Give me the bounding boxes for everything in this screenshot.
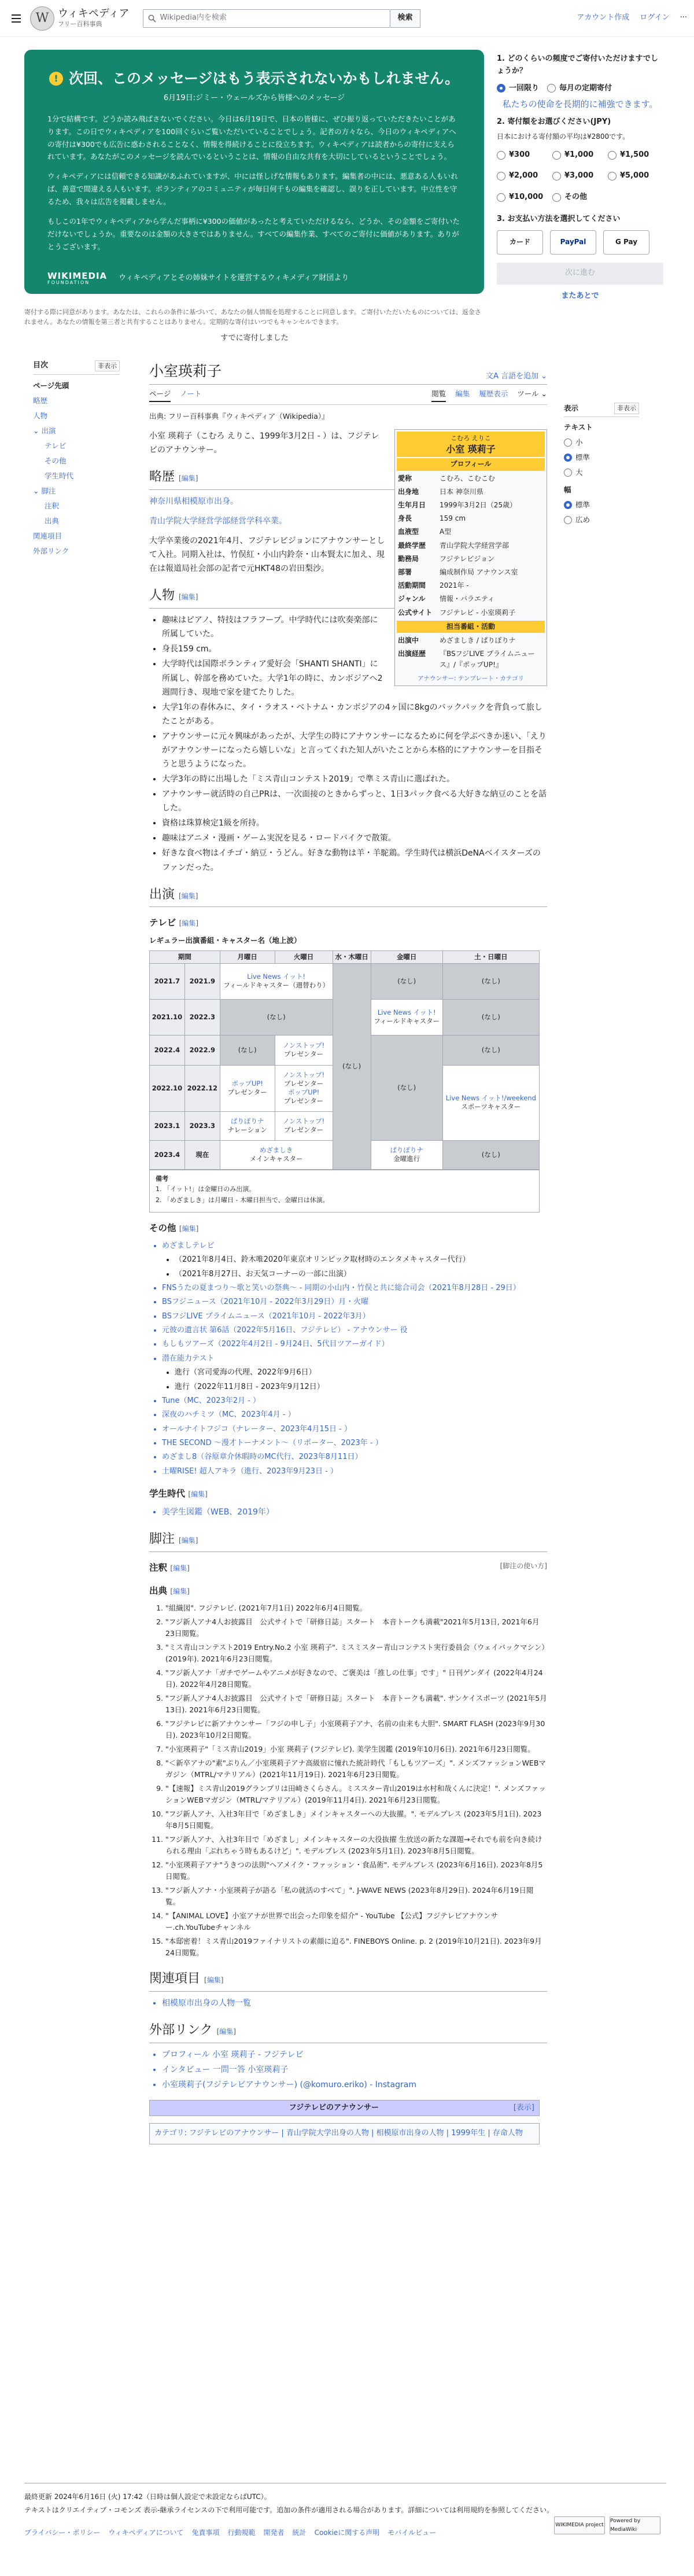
donation-banner [24, 50, 673, 303]
infobox-key: 最終学歴 [398, 541, 426, 550]
edit-link[interactable]: 編集 [182, 919, 196, 928]
infobox-key: 出演中 [398, 636, 419, 644]
edit-link[interactable]: 編集 [181, 474, 195, 483]
infobox-value: 編成制作局 アナウンス室 [440, 567, 518, 576]
pay-paypal-button[interactable]: PayPal [550, 230, 596, 255]
last-updated: 最終更新 2024年6月16日 (火) 17:42（日時は個人設定で未設定ならばUTC）。 [24, 2493, 271, 2501]
globe-icon: W [30, 6, 54, 31]
infobox-row [397, 606, 545, 620]
reference-item[interactable]: 7. "小室瑛莉子"「ミス青山2019」小室 瑛莉子 (フジテレビ). 美学生図鑑 (2019年10月6日). 2021年6月23日閲覧。 [165, 1744, 547, 1755]
banner-legal-text: 寄付する際に同意があります。あなたは、これらの条件に基づいて、あなたの個人情報を処理することに同意します。ご寄付いただいたものについては、返金されません。あなたの情報を第三者と共有することはありません。定期的な寄付はいつでもキャンセルできます。 [24, 308, 481, 326]
list-item[interactable]: • （2021年8月27日、お天気コーナーの一部に出演） [175, 1268, 547, 1281]
amount-options [497, 148, 663, 205]
list-item[interactable]: • オールナイトフジコ（ナレーター、2023年4月15日 - ） [162, 1423, 547, 1436]
list-item[interactable]: • Tune（MC、2023年2月 - ） [162, 1395, 547, 1407]
amount-option[interactable]: ¥1,000 [552, 149, 608, 161]
program-cell: (なし) [442, 999, 539, 1035]
reference-item[interactable]: 12. "小室瑛莉子アナ"うきつの法則"ヘアメイク・ファッション・食品術". モデルプレス (2023年6月16日). 2023年8月5日閲覧。 [165, 1859, 547, 1882]
amount-option[interactable]: ¥300 [497, 149, 552, 161]
toc-item[interactable]: 出典 [45, 516, 60, 525]
infobox-key: 部署 [398, 567, 412, 576]
width-label: 幅 [564, 485, 571, 494]
banner-subheadline: 6月19日:ジミー・ウェールズから皆様へのメッセージ [163, 94, 345, 102]
section-bio: 略歴 [編集] [149, 466, 547, 490]
infobox-row [397, 512, 545, 525]
appearance-title: 表示 [564, 404, 579, 412]
edit-link[interactable]: 編集 [182, 1225, 196, 1233]
list-item[interactable]: • BSフジニュース（2021年10月 - 2022年3月29日）月・火曜 [162, 1296, 547, 1309]
section-other: その他 [編集] [149, 1223, 199, 1234]
next-button[interactable]: 次に進む [497, 263, 663, 285]
wikimedia-badge[interactable]: WIKIMEDIA project [554, 2516, 605, 2534]
infobox-key: 生年月日 [398, 501, 426, 509]
amount-option[interactable]: ¥3,000 [552, 170, 608, 182]
amount-option[interactable]: ¥5,000 [608, 170, 663, 182]
page-footer [24, 2483, 660, 2539]
year-cell: 2022.4 [150, 1035, 185, 1065]
appearance-panel [564, 403, 639, 532]
toc-item[interactable]: 略歴 [33, 396, 48, 405]
program-cell: ノンストップ! プレゼンター ポップUP! プレゼンター [275, 1065, 333, 1111]
translate-icon: 文A [486, 372, 499, 381]
infobox-value: A型 [440, 528, 452, 536]
program-table [149, 950, 540, 1170]
list-item: • 大学1年の春休みに、タイ・ラオス・ベトナム・カンボジアの4ヶ国に8kgのバックパックを背負って旅したことがある。 [162, 701, 547, 728]
infobox-key: 勤務局 [398, 554, 419, 563]
wikimedia-logo: WIKIMEDIA FOUNDATION [47, 270, 108, 286]
site-header [0, 0, 694, 37]
list-item[interactable]: • めざまし8（谷原章介休暇時のMC代行、2023年8月11日） [162, 1451, 547, 1464]
reference-item[interactable]: 5. "フジ新人アナ4人お披露目 公式サイトで「研修日誌」スタート 本音トークも満載". サンケイスポーツ (2021年5月13日). 2021年6月23日閲覧。 [165, 1693, 547, 1716]
reference-item[interactable]: 3. "ミス青山コンテスト2019 Entry.No.2 小室 瑛莉子". ミスミスター青山コンテスト実行委員会（ウェイバックマシン）(2019年). 2021年6月23日閲覧。 [165, 1642, 547, 1665]
program-cell: ノンストップ! プレゼンター [275, 1035, 333, 1065]
maybe-later-link[interactable]: またあとで [561, 291, 599, 300]
reference-item[interactable]: 13. "フジ新人アナ・小室瑛莉子が語る「私の就活のすべて」". J-WAVE NEWS (2023年8月29日). 2024年6月19日閲覧。 [165, 1885, 547, 1908]
reference-list [149, 1602, 547, 1959]
navbox-show-button[interactable]: [表示] [513, 2103, 534, 2112]
list-item[interactable]: • 相模原市出身の人物一覧 [162, 1996, 547, 2010]
toc-title: 目次 [33, 361, 49, 370]
list-item: • 趣味はアニメ・漫画・ゲーム実況を見る・ロードバイクで散策。 [162, 831, 547, 845]
edit-link[interactable]: 編集 [173, 1587, 187, 1596]
banner-headline: 次回、このメッセージはもう表示されないかもしれません。 [68, 70, 459, 87]
donation-message [24, 50, 484, 294]
banner-footer-text: ウィキペディアとその姉妹サイトを運営するウィキメディア財団より [119, 273, 349, 282]
year-cell: 2023.4 [150, 1140, 185, 1169]
infobox-row [397, 592, 545, 606]
donation-form [497, 50, 663, 303]
external-link[interactable]: • プロフィール 小室 瑛莉子 - フジテレビ [162, 2048, 547, 2062]
list-item[interactable]: • めざましテレビ [162, 1240, 547, 1252]
amount-option[interactable]: ¥10,000 [497, 191, 552, 204]
list-item[interactable]: • 進行（宮司愛海の代理、2022年9月6日） [175, 1366, 547, 1379]
text-small-radio[interactable]: 小 [564, 437, 639, 448]
program-cell: ぱりぽりナ ナレーション [220, 1111, 275, 1140]
pay-card-button[interactable]: カード [497, 230, 543, 255]
banner-paragraph-2: ウィキペディアには信頼できる知識があふれていますが、中には怪しげな情報もあります。編集者の中には、悪意ある人もいれば、善意で間違える人もいます。ボランティアのコミュニティが毎日何千もの編集を確認し、誤りを正しています。中立性を守るため、我々は広告を掲載しません。 [47, 172, 458, 207]
toc-item[interactable]: ページ先頭 [33, 381, 69, 390]
infobox [394, 429, 547, 686]
footer-link[interactable]: ウィキペディアについて [108, 2529, 184, 2537]
tab-history[interactable]: 履歴表示 [479, 389, 508, 398]
list-item[interactable]: • BSフジLIVE プライムニュース（2021年10月 - 2022年3月） [162, 1310, 547, 1323]
payment-question: 3. お支払い方法を選択してください [497, 215, 621, 224]
logo-title: ウィキペディア [58, 7, 130, 20]
infobox-row [397, 472, 545, 485]
reference-item[interactable]: 15. "本邸密着！ミス青山2019ファイナリストの素顔に迫る". FINEBOYS Online. p. 2 (2019年10月21日). 2023年9月24日閲覧。 [165, 1936, 547, 1959]
table-note: 備考 1. 「イット!」は金曜日のみ出演。 2. 「めざましき」は月曜日 - 木曜日担当で、金曜日は休演。 [149, 1170, 540, 1213]
article [149, 360, 547, 2144]
year-cell: 2023.1 [150, 1111, 185, 1140]
year-cell: 現在 [184, 1140, 220, 1169]
reference-item[interactable]: 10. "フジ新人アナ、入社3年目で「めざましき」メインキャスターへの大抜擢。". モデルプレス (2023年5月1日). 2023年8月5日閲覧。 [165, 1808, 547, 1831]
amount-option[interactable]: ¥1,500 [608, 149, 663, 161]
program-cell: Live News イット!/weekend スポーツキャスター [442, 1065, 539, 1140]
year-cell: 2022.3 [184, 999, 220, 1035]
infobox-key: 愛称 [398, 474, 412, 482]
amount-note: 日本における寄付額の平均は¥2800です。 [497, 132, 630, 141]
text-large-radio[interactable]: 大 [564, 467, 639, 478]
reference-item[interactable]: 1. "組織図". フジテレビ. (2021年7月1日) 2022年6月4日閲覧。 [165, 1602, 547, 1614]
infobox-key: 身長 [398, 514, 412, 523]
year-cell: 2021.7 [150, 963, 185, 999]
program-cell: Live News イット! フィールドキャスター（週替わり） [220, 963, 333, 999]
program-cell: (なし) [371, 963, 442, 999]
list-item[interactable]: • 美学生図鑑（WEB、2019年） [162, 1505, 547, 1519]
year-cell: 2023.3 [184, 1111, 220, 1140]
infobox-value: 2021年 - [440, 581, 469, 590]
create-account-link[interactable]: アカウント作成 [577, 13, 630, 23]
infobox-row [397, 552, 545, 566]
list-item[interactable]: • 潜在能力テスト [162, 1353, 547, 1365]
reference-item[interactable]: 14. "【ANIMAL LOVE】小室アナが世界で出会った印象を紹介" - YouTube 【公式】フジテレビアナウンサー.ch.YouTubeチャンネル [165, 1910, 547, 1933]
pay-gpay-button[interactable]: G Pay [603, 230, 649, 255]
page-title: 小室瑛莉子 [149, 363, 222, 379]
footnote-help-link[interactable]: [脚注の使い方] [500, 1561, 547, 1570]
logo-subtitle: フリー百科事典 [58, 20, 102, 28]
infobox-kana: こむろ えりこ [451, 434, 491, 442]
infobox-row [397, 579, 545, 592]
mediawiki-badge[interactable]: Powered by MediaWiki [610, 2516, 660, 2534]
search-button[interactable]: 検索 [390, 9, 420, 28]
section-sources: 出典 [編集] [149, 1586, 190, 1597]
infobox-key: 出演経歴 [398, 650, 426, 658]
search-placeholder: Wikipedia内を検索 [160, 13, 227, 23]
infobox-row [397, 525, 545, 539]
infobox-value: 1999年3月2日（25歳） [440, 501, 517, 509]
list-item: • 大学3年の時に出場した「ミス青山コンテスト2019」で準ミス青山に選ばれた。 [162, 772, 547, 786]
infobox-value: 『BSフジLIVE プライムニュース』/『ポップUP!』 [440, 650, 535, 669]
program-cell: (なし) [442, 1140, 539, 1169]
tab-read[interactable]: 閲覧 [431, 388, 446, 402]
toc-item[interactable]: テレビ [45, 441, 67, 450]
section-related: 関連項目 [編集] [149, 1968, 547, 1992]
infobox-value: フジテレビジョン [440, 554, 495, 563]
table-of-contents [33, 360, 120, 559]
list-item: • 好きな食べ物はイチゴ・納豆・うどん。好きな動物は羊・羊駝鶏。学生時代は横浜DeNAベイスターズのファンだった。 [162, 846, 547, 874]
infobox-value: こむろ、こむこむ [440, 474, 496, 482]
infobox-key: 出身地 [398, 487, 419, 496]
section-person: 人物 [編集] [149, 585, 547, 609]
col-header: 土・日曜日 [442, 950, 539, 963]
banner-paragraph-3: もしこの1年でウィキペディアから学んだ事柄に¥300の価値があったと考えていただけるなら、どうか、その金額をご寄付いただけないでしょうか。重要なのは金額の大きさではありません。すべての編集作業、すべてのご寄付に価値があります。ありがとうございます。 [47, 216, 460, 251]
license-text: テキストはクリエイティブ・コモンズ 表示-継承ライセンスの下で利用可能です。追加の条件が適用される場合があります。詳細については利用規約を参照してください。 [24, 2506, 554, 2515]
reference-item[interactable]: 9. "【速報】ミス青山2019グランプリは田崎さくらさん。ミススター青山2019は水村和哉くんに決定！". メンズファッションWEBマガジン（MTRL/マテリアル）(2019年11月4日). 2021年6月23日閲覧。 [165, 1783, 547, 1806]
reference-item[interactable]: 8. "＜新卒アナの"素"ぷりん／小室瑛莉子アナ高級宿に憧れた統計時代「もしもツアーズ」". メンズファッションWEBマガジン（MTRL/マテリアル）(2021年11月19日). 2021年6月23日閲覧。 [165, 1757, 547, 1781]
external-link[interactable]: • インタビュー 一問一答 小室瑛莉子 [162, 2063, 547, 2077]
list-item[interactable]: • 元彼の遺言状 第6話（2022年5月16日、フジテレビ） - アナウンサー 役 [162, 1324, 547, 1337]
col-header: 火曜日 [275, 950, 333, 963]
reference-item[interactable]: 11. "フジ新人アナ、入社3年目で「めざまし」メインキャスターの大役抜擢 生放送の新たな課題→それでも前を向き続けられる理由「ぶれちゃう時もあるけど」". モデルプレス (2023年5月1日). 2023年8月5日閲覧。 [165, 1834, 547, 1857]
infobox-key: 公式サイト [398, 608, 433, 617]
toc-item[interactable]: 外部リンク [33, 546, 69, 555]
list-item: • 趣味はピアノ、特技はフラフープ。中学時代には吹奏楽部に所属していた。 [162, 613, 547, 641]
tab-talk[interactable]: ノート [180, 389, 202, 398]
year-cell: 2021.9 [184, 963, 220, 999]
list-item[interactable]: • 深夜のハチミツ（MC、2023年4月 - ） [162, 1409, 547, 1421]
infobox-key: ジャンル [398, 595, 426, 603]
monthly-note: 私たちの使命を長期的に補強できます。 [502, 99, 658, 110]
bio-paragraph-2: 青山学院大学経営学部経営学科卒業。 [149, 517, 287, 526]
already-donated-link[interactable]: すでに寄付しました [220, 333, 289, 342]
list-item: • 資格は珠算検定1級を所持。 [162, 816, 547, 830]
program-cell: めざましき メインキャスター [220, 1140, 333, 1169]
infobox-value: フジテレビ - 小室瑛莉子 [440, 608, 516, 617]
edit-link[interactable]: 編集 [206, 1976, 221, 1984]
edit-link[interactable]: 編集 [219, 2027, 234, 2036]
toc-item[interactable]: 関連項目 [33, 531, 62, 540]
infobox-value: 日本 神奈川県 [440, 487, 483, 496]
tab-page[interactable]: ページ [149, 388, 171, 402]
list-item[interactable]: • FNSうたの夏まつり～歌と笑いの祭典～ - 同期の小山内・竹俣と共に総合司会（2021年8月28日 - 29日） [162, 1282, 547, 1295]
frequency-once-radio[interactable]: 一回限り [497, 83, 539, 95]
edit-link[interactable]: 編集 [191, 1490, 205, 1499]
program-cell: Live News イット! フィールドキャスター [371, 999, 442, 1035]
program-cell: (なし) [371, 1035, 442, 1140]
program-cell: (なし) [442, 1035, 539, 1065]
section-external: 外部リンク [編集] [149, 2019, 547, 2043]
text-standard-radio[interactable]: 標準 [564, 452, 639, 463]
edit-link[interactable]: 編集 [173, 1564, 187, 1572]
toc-item[interactable]: ⌄ 脚注 [33, 486, 56, 495]
bio-paragraph-1: 神奈川県相模原市出身。 [149, 496, 238, 506]
infobox-shows-header: 担当番組・活動 [397, 621, 545, 633]
program-cell: (なし) [442, 963, 539, 999]
width-standard-radio[interactable]: 標準 [564, 499, 639, 511]
login-link[interactable]: ログイン [640, 13, 670, 23]
amount-option[interactable]: ¥2,000 [497, 170, 552, 182]
footer-link[interactable]: Cookieに関する声明 [314, 2529, 380, 2537]
col-header: 期間 [150, 950, 220, 963]
lead-paragraph: 小室 瑛莉子（こむろ えりこ、1999年3月2日 - ）は、フジテレビのアナウンサー。 [149, 432, 379, 455]
footer-link[interactable]: プライバシー・ポリシー [24, 2529, 101, 2537]
list-item[interactable]: • （2021年8月4日、鈴木唯2020年東京オリンピック取材時のエンタメキャスター代行） [175, 1254, 547, 1266]
amount-option[interactable]: その他 [552, 191, 608, 204]
year-cell: 2021.10 [150, 999, 185, 1035]
footer-link[interactable]: 行動規範 [227, 2529, 256, 2537]
toc-item[interactable]: その他 [45, 456, 67, 465]
program-cell: (なし) [220, 1035, 275, 1065]
footer-link[interactable]: 統計 [292, 2529, 307, 2537]
col-header: 水・木曜日 [333, 950, 371, 963]
infobox-row [397, 647, 545, 672]
appearance-hide-button[interactable]: 非表示 [614, 403, 639, 414]
toc-hide-button[interactable]: 非表示 [95, 360, 120, 372]
more-menu-icon[interactable]: ··· [680, 13, 687, 23]
search-form [143, 9, 420, 28]
program-cell: ぱりぽりナ 金曜進行 [371, 1140, 442, 1169]
program-cell: ノンストップ! プレゼンター [275, 1111, 333, 1140]
edit-link[interactable]: 編集 [181, 593, 195, 602]
infobox-name: 小室 瑛莉子 [446, 443, 496, 455]
section-tv: テレビ [編集] [149, 917, 198, 928]
program-cell: (なし) [333, 963, 371, 1169]
info-icon: ! [49, 72, 63, 86]
infobox-value: 情報・バラエティ [440, 595, 495, 603]
list-item[interactable]: • 進行（2022年11月8日 - 2023年9月12日） [175, 1381, 547, 1394]
bio-paragraph-3: 大学卒業後の2021年4月、フジテレビジョンにアナウンサーとして入社。同期入社は、竹俣紅・小山内鈴奈・山本賢太に加え、現在は報道局社会部の記者で元HKT48の岩田梨沙。 [149, 536, 385, 574]
navbox [149, 2100, 540, 2116]
main-menu-button[interactable] [7, 9, 25, 28]
section-footnotes: 脚注 [編集] [149, 1528, 547, 1552]
external-list [149, 2048, 547, 2092]
article-source: 出典: フリー百科事典『ウィキペディア（Wikipedia）』 [149, 412, 329, 421]
reference-item[interactable]: 2. "フジ新人アナ4人お披露目 公式サイトで「研修日誌」スタート 本音トークも満載"2021年5月13日, 2021年6月23日閲覧。 [165, 1616, 547, 1639]
amount-question: 2. 寄付額をお選びください(JPY) [497, 117, 611, 126]
edit-link[interactable]: 編集 [181, 1536, 195, 1545]
list-item[interactable]: • 土曜RISE! 超人アキラ（進行、2023年9月23日 - ） [162, 1465, 547, 1478]
col-header: 金曜日 [371, 950, 442, 963]
frequency-question: 1. どのくらいの頻度でご寄付いただけますでしょうか？ [497, 54, 658, 75]
other-list [149, 1240, 547, 1478]
footer-link[interactable]: 免責事項 [191, 2529, 220, 2537]
infobox-row [397, 566, 545, 579]
list-item[interactable]: • もしもツアーズ（2022年4月2日 - 9月24日、5代目ツアーガイド） [162, 1338, 547, 1351]
reference-item[interactable]: 4. "フジ新人アナ「ガチでゲームやアニメが好きなので、ご褒美は「推しの仕事」です」" 日刊ゲンダイ (2022年4月24日). 2022年4月28日閲覧。 [165, 1667, 547, 1690]
infobox-row [397, 485, 545, 499]
section-school: 学生時代 [編集] [149, 1488, 208, 1499]
wikipedia-logo[interactable] [30, 6, 129, 31]
list-item: • アナウンサーに元々興味があったが、大学生の時にアナウンサーになるために何を学ぶべきか迷い、「えりがアナウンサーになったら嬉しいな」と言ってくれた知人がいたことから本格的にアナウンサーを目指そうと思うようになった。 [162, 729, 547, 771]
footer-link[interactable]: モバイルビュー [387, 2529, 437, 2537]
col-header: 月曜日 [220, 950, 275, 963]
width-wide-radio[interactable]: 広め [564, 514, 639, 526]
toc-item[interactable]: ⌄ 出演 [33, 426, 56, 435]
year-cell: 2022.9 [184, 1035, 220, 1065]
category-links[interactable]: カテゴリ: フジテレビのアナウンサー | 青山学院大学出身の人物 | 相模原市出身の人物 | 1999年生 | 存命人物 [149, 2123, 540, 2144]
toc-item[interactable]: 注釈 [45, 501, 60, 510]
external-link[interactable]: • 小室瑛莉子(フジテレビアナウンサー) (@komuro.eriko) - Instagram [162, 2078, 547, 2092]
footer-link[interactable]: 開発者 [263, 2529, 285, 2537]
infobox-row [397, 499, 545, 512]
toc-item[interactable]: 人物 [33, 411, 48, 420]
infobox-row [397, 539, 545, 552]
text-size-label: テキスト [564, 423, 593, 432]
list-item: • 身長159 cm。 [162, 642, 547, 656]
program-cell: (なし) [220, 999, 333, 1035]
tab-tools[interactable]: ツール ⌄ [517, 389, 547, 398]
infobox-value: めざましき / ぱりぽりナ [440, 636, 516, 644]
search-icon [148, 14, 156, 23]
list-item[interactable]: • THE SECOND ～漫才トーナメント～（リポーター、2023年 - ） [162, 1437, 547, 1450]
program-cell: ポップUP! プレゼンター [220, 1065, 275, 1111]
infobox-key: 活動期間 [398, 581, 426, 590]
tab-edit[interactable]: 編集 [455, 389, 470, 398]
list-item: • アナウンサー就活時の自己PRは、一次面接のときからずっと、1日3パック食べる大好きな納豆のことを話した。 [162, 787, 547, 815]
section-appearances: 出演 [編集] [149, 884, 547, 908]
tv-table-caption: レギュラー出演番組・キャスター名（地上波） [149, 936, 301, 945]
frequency-monthly-radio[interactable]: 毎月の定期寄付 [547, 83, 612, 95]
infobox-profile-header: プロフィール [397, 458, 545, 470]
section-annotations: 注釈 [編集] [脚注の使い方] [149, 1560, 547, 1576]
chevron-down-icon: ⌄ [541, 372, 547, 381]
infobox-key: 血液型 [398, 528, 419, 536]
reference-item[interactable]: 6. "フジテレビに新アナウンサー「フジの申し子」小室瑛莉子アナ、名前の由来も大胆". SMART FLASH (2023年9月30日). 2023年10月2日閲覧。 [165, 1718, 547, 1741]
infobox-nav[interactable]: アナウンサー: テンプレート・カテゴリ [417, 675, 524, 683]
year-cell: 2022.10 [150, 1065, 185, 1111]
list-item: • 大学時代は国際ボランティア愛好会「SHANTI SHANTI」に所属し、幹部を務めていた。大学1年の時に、カンボジアへ2週間行き、現地で家を建てたりした。 [162, 657, 547, 699]
edit-link[interactable]: 編集 [181, 891, 195, 900]
infobox-value: 159 cm [440, 514, 466, 523]
search-input[interactable] [143, 9, 390, 28]
navbox-title: フジテレビのアナウンサー [289, 2103, 379, 2112]
infobox-row [397, 634, 545, 647]
banner-paragraph-1: 1分で結構です。どうか読み飛ばさないでください。今日は6月19日で、日本の皆様に、ぜひ振り返っていただきたいことがあります。この日でウィキペディアを100回ぐらいご覧いただいていることでしょう。記者の方々なら、今日のウィキペディアへの寄付は¥300でも広告に惑わされることなく、情報を得続けることに役立ちます。ウィキペディアは読者からの寄付に支えられています。あなたがこのメッセージを読んでいるということは、情報の自由な共有を大切にしているということでしょう。 [47, 114, 456, 161]
year-cell: 2022.12 [184, 1065, 220, 1111]
add-language-button[interactable]: 文A 言語を追加 ⌄ [486, 371, 547, 383]
toc-item[interactable]: 学生時代 [45, 471, 74, 480]
infobox-value: 青山学院大学経営学部 [440, 541, 510, 550]
